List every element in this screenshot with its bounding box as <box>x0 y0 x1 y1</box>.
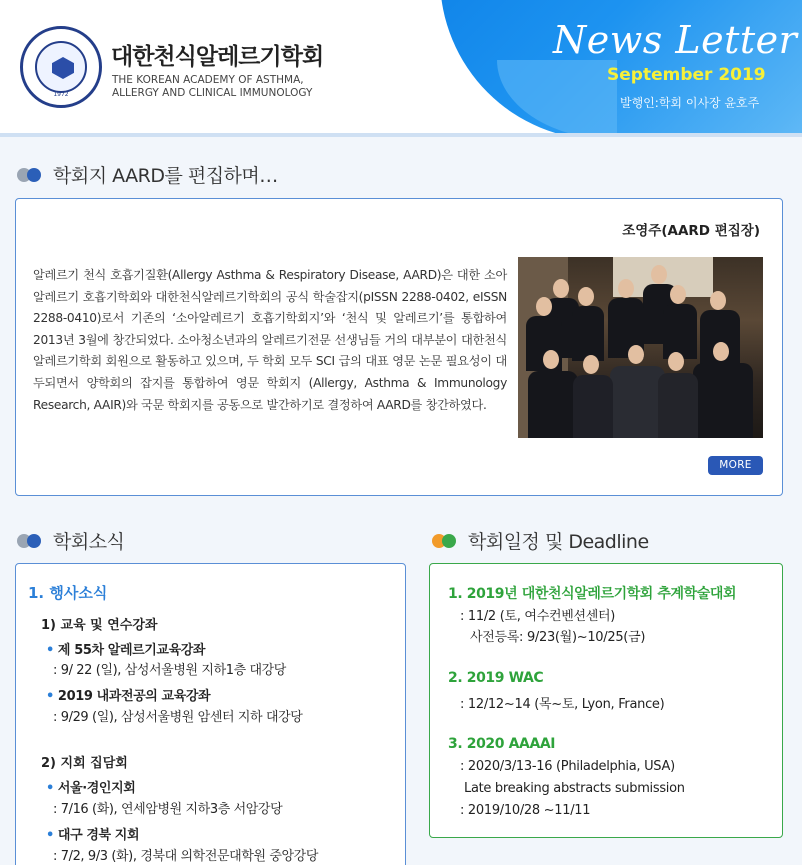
photo-person <box>710 291 726 310</box>
newsletter-header <box>0 0 802 137</box>
schedule-item-heading: 1. 2019년 대한천식알레르기학회 추계학술대회 <box>448 586 737 602</box>
seal-emblem-icon <box>52 57 74 79</box>
photo-person <box>668 352 684 371</box>
news-item-detail: : 9/ 22 (일), 삼성서울병원 지하1층 대강당 <box>53 663 286 678</box>
schedule-item-line: : 2019/10/28 ~11/11 <box>460 803 591 818</box>
section-bullet-icon <box>17 534 43 548</box>
news-item-detail: : 9/29 (일), 삼성서울병원 암센터 지하 대강당 <box>53 710 303 725</box>
aard-section-title: 학회지 AARD를 편집하며… <box>53 165 278 187</box>
schedule-item-line: 사전등록: 9/23(월)~10/25(금) <box>470 630 646 645</box>
photo-person <box>578 287 594 306</box>
schedule-item-line: : 2020/3/13-16 (Philadelphia, USA) <box>460 759 675 774</box>
schedule-box <box>429 563 783 838</box>
news-heading: 1. 행사소식 <box>28 584 108 602</box>
photo-person-body <box>610 366 665 438</box>
news-item-detail: : 7/16 (화), 연세암병원 지하3층 서암강당 <box>53 802 283 817</box>
more-button[interactable]: MORE <box>708 456 763 475</box>
header-blue-accent <box>497 60 617 137</box>
photo-person <box>670 285 686 304</box>
schedule-item-heading: 2. 2019 WAC <box>448 670 544 686</box>
news-box <box>15 563 406 865</box>
news-subheading-education: 1) 교육 및 연수강좌 <box>41 618 158 633</box>
photo-person-body <box>528 371 578 438</box>
issue-date: September 2019 <box>607 65 766 85</box>
news-subheading-branch: 2) 지회 집담회 <box>41 756 128 771</box>
aard-section-header <box>17 161 278 188</box>
section-bullet-icon <box>432 534 458 548</box>
seal-inner-ring <box>35 41 87 93</box>
news-item-title: • 2019 내과전공의 교육강좌 <box>46 685 210 704</box>
publisher-line: 발행인:학회 이사장 윤호주 <box>620 96 760 110</box>
photo-person-body <box>693 363 753 438</box>
group-photo <box>518 257 763 438</box>
news-section-header <box>17 527 124 554</box>
header-divider <box>0 133 802 137</box>
article-body: 알레르기 천식 호흡기질환(Allergy Asthma & Respiratory Disease, AARD)은 대한 소아알레르기 호흡기학회와 대한천식알레르기학회의 공식 학술잡지(pISSN 2288-0402, eISSN 2288-0410)로서 기존의 ‘소아알레르기 호흡기학회지’와 ‘천식 및 알레르기’를 통합하여 2013년 3월에 창간되었다. 소아청소년과의 알레르기전문 선생님들 거의 대부분이 대한천식알레르기학회 회원으로 활동하고 있으며, 두 학회 모두 SCI 급의 대표 영문 논문 필요성이 대두되면서 양학회의 잡지를 통합하여 영문 학회지 (Allergy, Asthma & Immunology Research, AAIR)와 국문 학회지를 공동으로 발간하기로 결정하여 AARD를 창간하였다. <box>33 268 507 412</box>
seal-year: 1972 <box>53 91 69 98</box>
schedule-item-line: : 12/12~14 (목~토, Lyon, France) <box>460 697 665 712</box>
photo-person <box>628 345 644 364</box>
photo-person <box>553 279 569 298</box>
photo-person-body <box>572 306 604 361</box>
schedule-item-heading: 3. 2020 AAAAI <box>448 736 556 752</box>
news-item-title: • 대구 경북 지회 <box>46 824 139 843</box>
academy-seal-logo <box>20 26 102 108</box>
photo-person <box>713 342 729 361</box>
schedule-section-title: 학회일정 및 Deadline <box>468 531 649 553</box>
aard-article-box <box>15 198 783 496</box>
photo-person <box>618 279 634 298</box>
photo-person <box>583 355 599 374</box>
schedule-item-line: : 11/2 (토, 여수컨벤션센터) <box>460 609 616 624</box>
news-section-title: 학회소식 <box>53 531 125 553</box>
newsletter-title: News Letter <box>553 18 798 62</box>
photo-person-body <box>658 373 698 438</box>
schedule-section-header <box>432 527 649 554</box>
article-author: 조영주(AARD 편집장) <box>622 223 760 239</box>
photo-person <box>651 265 667 284</box>
org-name-korean: 대한천식알레르기학회 <box>111 44 324 70</box>
photo-person <box>543 350 559 369</box>
news-item-title: • 서울·경인지회 <box>46 777 135 796</box>
photo-person-body <box>573 375 613 438</box>
org-name-english-line2: ALLERGY AND CLINICAL IMMUNOLOGY <box>112 87 313 99</box>
news-item-title: • 제 55차 알레르기교육강좌 <box>46 639 205 658</box>
section-bullet-icon <box>17 168 43 182</box>
schedule-item-line: Late breaking abstracts submission <box>464 781 685 796</box>
org-name-english-line1: THE KOREAN ACADEMY OF ASTHMA, <box>112 74 304 86</box>
photo-person-body <box>663 304 697 359</box>
news-item-detail: : 7/2, 9/3 (화), 경북대 의학전문대학원 중앙강당 <box>53 849 318 864</box>
photo-person <box>536 297 552 316</box>
